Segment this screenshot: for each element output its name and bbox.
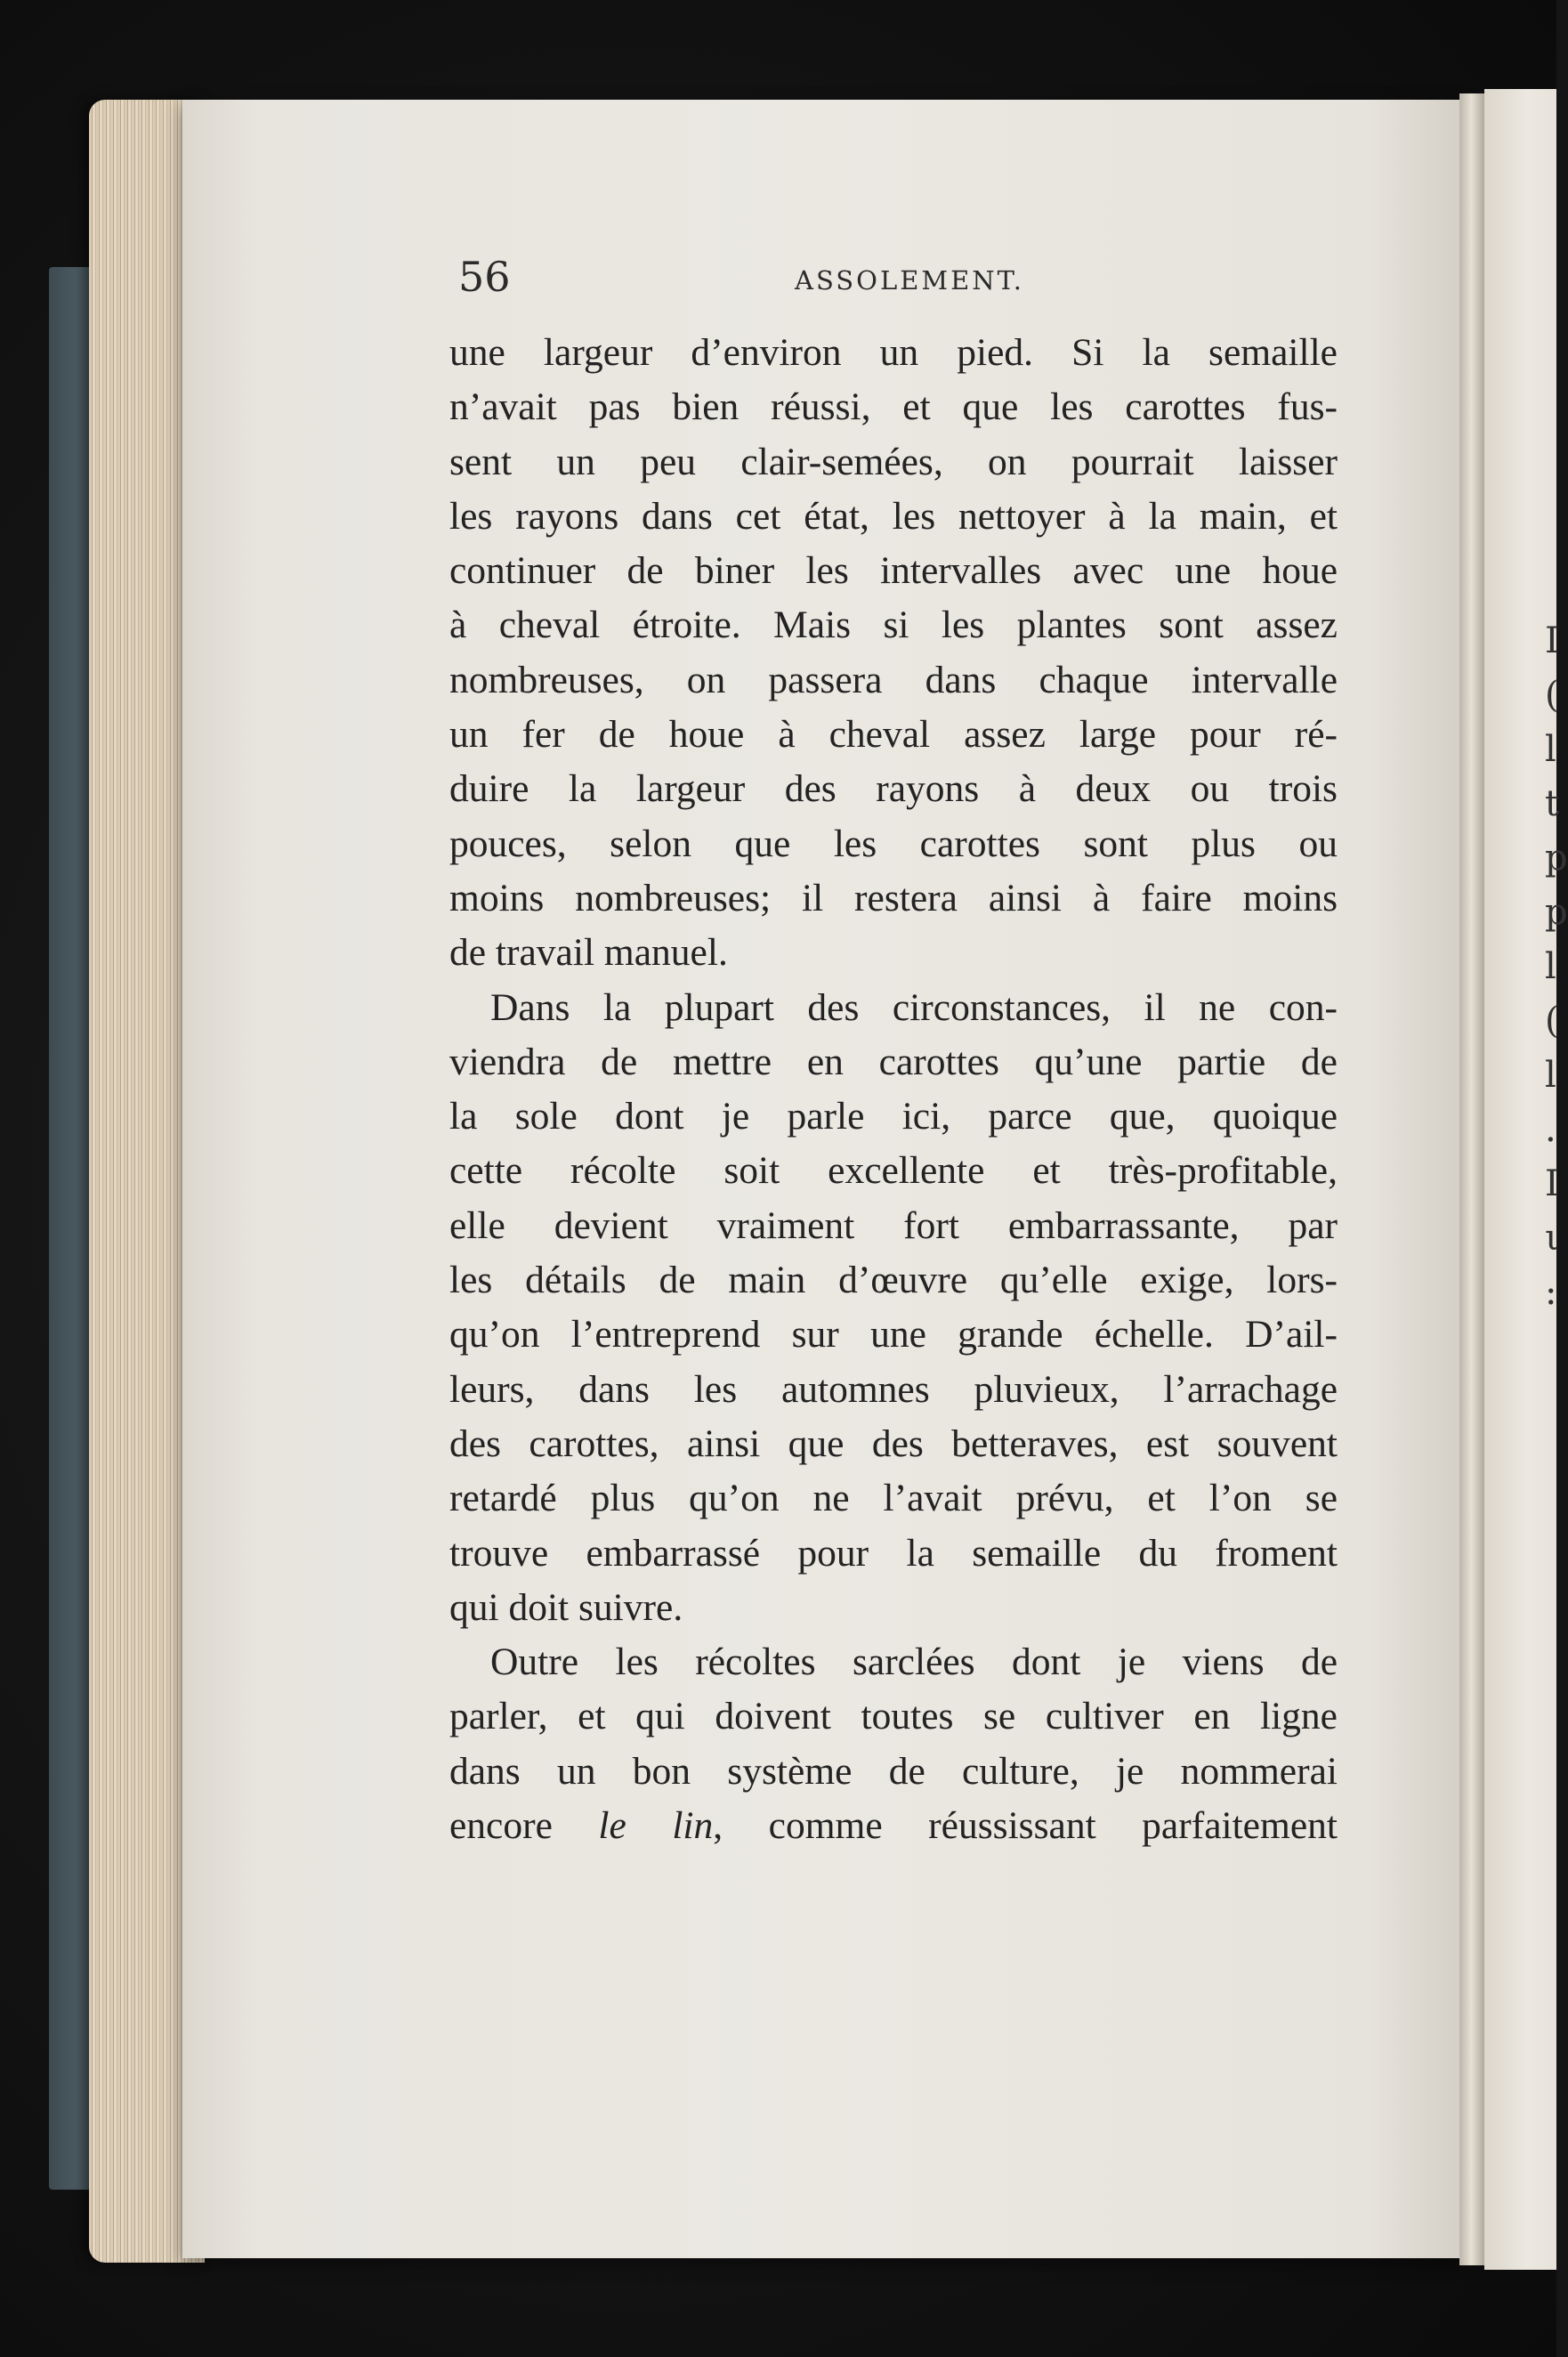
facing-glyph: ι xyxy=(1545,1218,1559,1259)
text-line: à cheval étroite. Mais si les plantes sont assez xyxy=(449,603,1338,647)
facing-glyph: p xyxy=(1545,838,1568,879)
page-header xyxy=(458,253,1330,306)
text-line: n’avait pas bien réussi, et que les carottes fus- xyxy=(449,385,1338,429)
text-line: continuer de biner les intervalles avec une houe xyxy=(449,549,1338,593)
text-line: qui doit suivre. xyxy=(449,1585,683,1629)
facing-glyph: ( xyxy=(1545,1000,1559,1041)
text-line: les détails de main d’œuvre qu’elle exige, lors- xyxy=(449,1259,1338,1302)
text-line-final xyxy=(449,1799,1338,1853)
text-line: leurs, dans les automnes pluvieux, l’arrachage xyxy=(449,1367,1338,1411)
facing-glyph: I xyxy=(1545,1163,1559,1204)
text-line: nombreuses, on passera dans chaque intervalle xyxy=(449,658,1338,701)
text-fragment: , comme réussissant parfaitement xyxy=(713,1804,1338,1848)
running-head: ASSOLEMENT. xyxy=(795,265,1024,296)
text-line: sent un peu clair-semées, on pourrait laisser xyxy=(449,440,1338,483)
facing-glyph: : xyxy=(1545,1272,1557,1313)
text-line: pouces, selon que les carottes sont plus ou xyxy=(449,822,1338,865)
facing-glyph: p xyxy=(1545,892,1568,933)
paragraph-2 xyxy=(449,981,1338,1636)
facing-glyph: l xyxy=(1545,729,1556,770)
text-fragment: encore xyxy=(449,1804,599,1848)
paragraph-1 xyxy=(449,326,1338,981)
text-line: Outre les récoltes sarclées dont je viens de xyxy=(490,1640,1338,1684)
body-text xyxy=(449,326,1338,1853)
text-line: des carottes, ainsi que des betteraves, est souvent xyxy=(449,1421,1338,1465)
facing-glyph: l xyxy=(1545,946,1556,987)
facing-glyph: l xyxy=(1545,1055,1556,1096)
text-line: cette récolte soit excellente et très-profitable, xyxy=(449,1149,1338,1193)
facing-glyph: t xyxy=(1545,783,1560,824)
page-number: 56 xyxy=(458,253,511,301)
book-gutter xyxy=(1459,93,1486,2265)
text-line: dans un bon système de culture, je nommerai xyxy=(449,1749,1338,1793)
text-line: la sole dont je parle ici, parce que, quoique xyxy=(449,1095,1338,1138)
text-line: qu’on l’entreprend sur une grande échelle. D’ail- xyxy=(449,1313,1338,1357)
text-line: duire la largeur des rayons à deux ou trois xyxy=(449,767,1338,811)
text-line: viendra de mettre en carottes qu’une partie de xyxy=(449,1040,1338,1083)
facing-glyph: I xyxy=(1545,620,1559,661)
text-line: Dans la plupart des circonstances, il ne con- xyxy=(490,985,1338,1029)
text-line: trouve embarrassé pour la semaille du froment xyxy=(449,1531,1338,1575)
facing-glyph: ( xyxy=(1545,675,1559,716)
text-line: elle devient vraiment fort embarrassante, par xyxy=(449,1203,1338,1247)
text-line: une largeur d’environ un pied. Si la semaille xyxy=(449,331,1338,374)
facing-page-text xyxy=(1545,614,1568,1320)
italic-term: le lin xyxy=(598,1804,714,1848)
text-line: moins nombreuses; il restera ainsi à faire moins xyxy=(449,876,1338,919)
text-line: retardé plus qu’on ne l’avait prévu, et l’on se xyxy=(449,1477,1338,1520)
paragraph-3 xyxy=(449,1635,1338,1853)
facing-glyph: . xyxy=(1545,1109,1556,1150)
text-line: un fer de houe à cheval assez large pour ré- xyxy=(449,713,1338,757)
text-line: parler, et qui doivent toutes se cultiver en ligne xyxy=(449,1695,1338,1738)
text-line: de travail manuel. xyxy=(449,931,728,975)
text-line: les rayons dans cet état, les nettoyer à la main, et xyxy=(449,494,1338,538)
